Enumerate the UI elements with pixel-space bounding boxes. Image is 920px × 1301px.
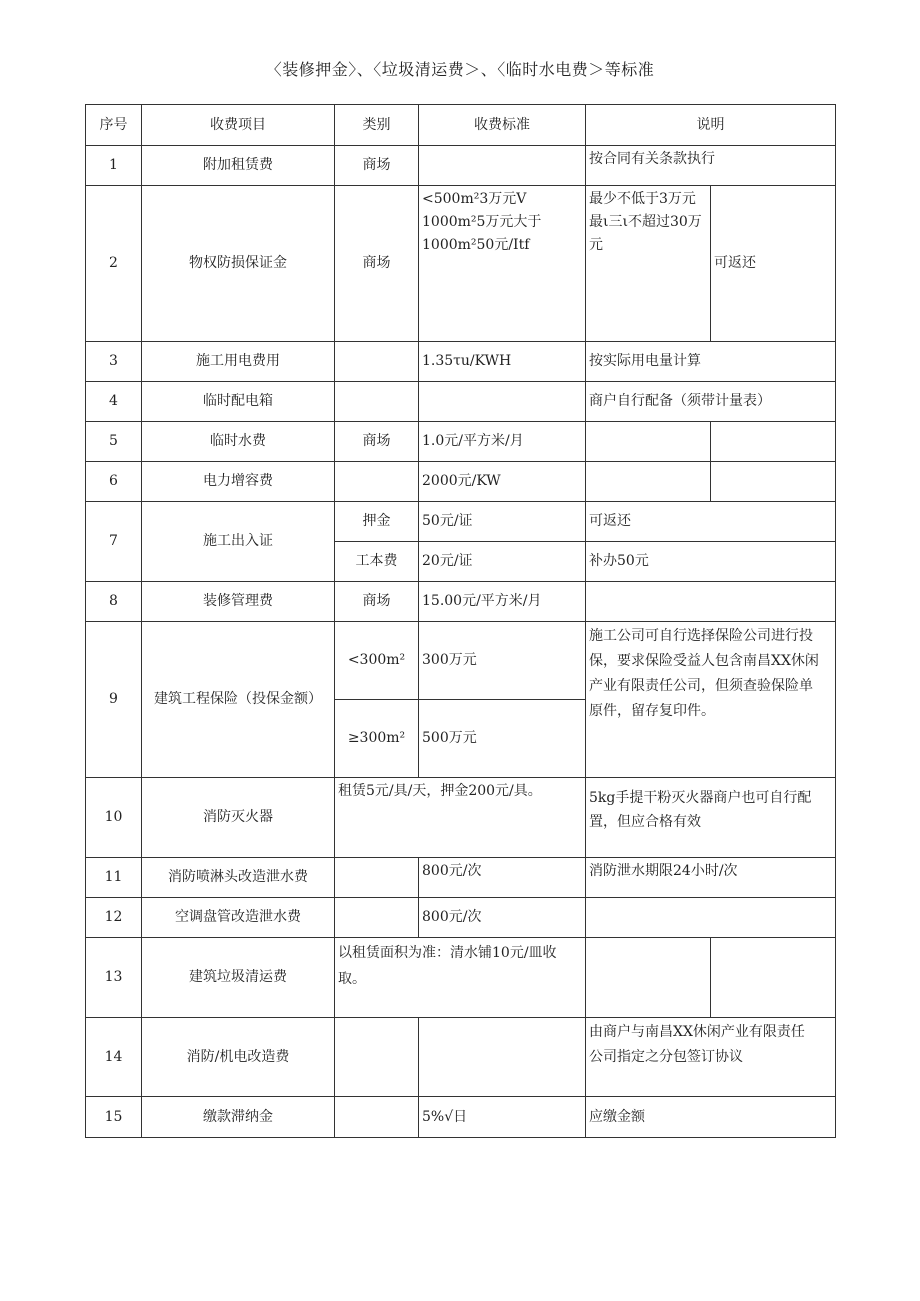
row-item: 装修管理费 (142, 582, 335, 622)
row-category: 商场 (335, 582, 419, 622)
table-row (86, 462, 836, 502)
row-category: 商场 (335, 186, 419, 342)
row-standard: 1.0元/平方米/月 (419, 422, 586, 462)
row-standard: 800元/次 (419, 858, 586, 898)
header-note: 说明 (586, 105, 836, 146)
row-note-extra: 可返还 (711, 186, 836, 342)
row-no: 10 (86, 778, 142, 858)
row-note (586, 778, 836, 858)
row-note (586, 1018, 836, 1097)
row-note-extra (711, 422, 836, 462)
row-note: 补办50元 (586, 542, 836, 582)
note-line: 最ι三ι不超过30万 (589, 214, 702, 230)
row-note (586, 938, 711, 1018)
row-note (586, 422, 711, 462)
row-category: 商场 (335, 146, 419, 186)
standard-line: 取。 (338, 971, 366, 987)
row-standard: 800元/次 (419, 898, 586, 938)
table-row (86, 422, 836, 462)
row-standard (419, 186, 586, 342)
row-category: 商场 (335, 422, 419, 462)
standard-line: 1000m²50元/Itf (422, 237, 530, 253)
row-standard: 15.00元/平方米/月 (419, 582, 586, 622)
row-category (335, 382, 419, 422)
row-item: 临时水费 (142, 422, 335, 462)
row-note-extra (711, 462, 836, 502)
table-row (86, 1097, 836, 1138)
row-no: 2 (86, 186, 142, 342)
row-category (335, 858, 419, 898)
row-note (586, 582, 836, 622)
row-note-extra (711, 938, 836, 1018)
row-category (335, 1018, 419, 1097)
row-no: 8 (86, 582, 142, 622)
row-standard-merged (335, 938, 586, 1018)
row-category: 押金 (335, 502, 419, 542)
row-item: 建筑垃圾清运费 (142, 938, 335, 1018)
row-item: 消防灭火器 (142, 778, 335, 858)
row-standard: 500万元 (419, 700, 586, 778)
row-item: 缴款滞纳金 (142, 1097, 335, 1138)
row-no: 12 (86, 898, 142, 938)
row-note (586, 462, 711, 502)
note-line: 保，要求保险受益人包含南昌XX休闲 (589, 653, 819, 669)
note-line: 由商户与南昌XX休闲产业有限责任 (589, 1024, 805, 1040)
row-note (586, 898, 836, 938)
row-no: 14 (86, 1018, 142, 1097)
note-line: 公司指定之分包签订协议 (589, 1049, 743, 1065)
row-standard: 20元/证 (419, 542, 586, 582)
row-item: 附加租赁费 (142, 146, 335, 186)
header-standard: 收费标准 (419, 105, 586, 146)
row-category: ≥300m² (335, 700, 419, 778)
row-no: 7 (86, 502, 142, 582)
table-row (86, 938, 836, 1018)
header-no: 序号 (86, 105, 142, 146)
row-standard: 1.35τu/KWH (419, 342, 586, 382)
row-note: 商户自行配备（须带计量表） (586, 382, 836, 422)
header-item: 收费项目 (142, 105, 335, 146)
row-category (335, 1097, 419, 1138)
note-line: 产业有限责任公司，但须查验保险单 (589, 678, 813, 694)
row-no: 6 (86, 462, 142, 502)
row-no: 4 (86, 382, 142, 422)
note-line: 元 (589, 237, 603, 253)
row-standard (419, 1018, 586, 1097)
table-row (86, 146, 836, 186)
note-line: 5kg手提干粉灭火器商户也可自行配 (589, 790, 812, 806)
row-note: 按实际用电量计算 (586, 342, 836, 382)
row-category (335, 898, 419, 938)
row-item: 空调盘管改造泄水费 (142, 898, 335, 938)
note-line: 最少不低于3万元 (589, 191, 696, 207)
row-note: 应缴金额 (586, 1097, 836, 1138)
table-row (86, 898, 836, 938)
table-row (86, 582, 836, 622)
row-item: 物权防损保证金 (142, 186, 335, 342)
table-row (86, 778, 836, 858)
row-note: 可返还 (586, 502, 836, 542)
note-line: 置，但应合格有效 (589, 814, 701, 830)
row-category (335, 462, 419, 502)
table-header-row (86, 105, 836, 146)
row-standard-merged: 租赁5元/具/天，押金200元/具。 (335, 778, 586, 858)
table-row (86, 858, 836, 898)
row-item: 施工用电费用 (142, 342, 335, 382)
row-standard: 2000元/KW (419, 462, 586, 502)
table-row (86, 382, 836, 422)
row-category: 工本费 (335, 542, 419, 582)
table-row (86, 342, 836, 382)
row-standard (419, 382, 586, 422)
row-item: 建筑工程保险（投保金额） (142, 622, 335, 778)
row-note: 消防泄水期限24小时/次 (586, 858, 836, 898)
standard-line: 以租赁面积为准：清水铺10元/皿收 (338, 945, 557, 961)
row-item: 施工出入证 (142, 502, 335, 582)
row-item: 消防/机电改造费 (142, 1018, 335, 1097)
table-row (86, 186, 836, 342)
row-no: 3 (86, 342, 142, 382)
row-standard: 5%√日 (419, 1097, 586, 1138)
row-no: 15 (86, 1097, 142, 1138)
standard-line: 1000m²5万元大于 (422, 214, 542, 230)
row-note: 按合同有关条款执行 (586, 146, 836, 186)
row-no: 5 (86, 422, 142, 462)
row-standard: 50元/证 (419, 502, 586, 542)
header-category: 类别 (335, 105, 419, 146)
row-item: 电力增容费 (142, 462, 335, 502)
table-row (86, 622, 836, 700)
row-item: 临时配电箱 (142, 382, 335, 422)
note-line: 原件，留存复印件。 (589, 703, 715, 719)
row-note (586, 186, 711, 342)
row-no: 13 (86, 938, 142, 1018)
row-category (335, 342, 419, 382)
row-standard (419, 146, 586, 186)
row-standard: 300万元 (419, 622, 586, 700)
row-item: 消防喷淋头改造泄水费 (142, 858, 335, 898)
note-line: 施工公司可自行选择保险公司进行投 (589, 628, 813, 644)
table-row (86, 502, 836, 542)
row-no: 11 (86, 858, 142, 898)
row-no: 9 (86, 622, 142, 778)
row-category: <300m² (335, 622, 419, 700)
row-no: 1 (86, 146, 142, 186)
fee-table (85, 104, 836, 1138)
table-row (86, 1018, 836, 1097)
standard-line: <500m²3万元V (422, 191, 527, 207)
page-title: 〈装修押金〉、〈垃圾清运费＞、〈临时水电费＞等标准 (265, 60, 655, 79)
row-note (586, 622, 836, 778)
